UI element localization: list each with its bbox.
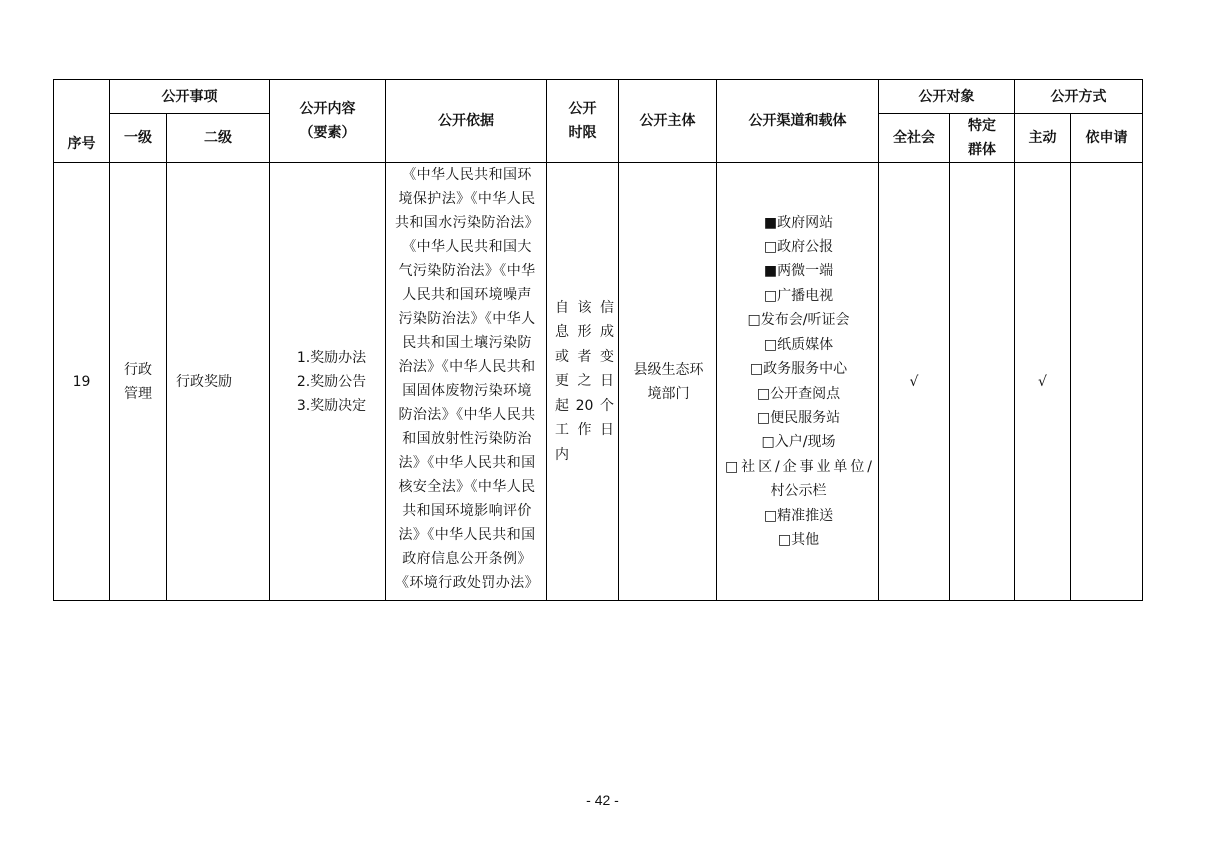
subject-line1: 县级生态环 xyxy=(633,361,704,378)
row-method-active: √ xyxy=(1015,163,1071,601)
disclosure-table xyxy=(53,79,1143,601)
basis-line: 人民共和国环境噪声 xyxy=(402,287,532,303)
time-limit-line: 息形成 xyxy=(555,324,614,341)
row-basis xyxy=(386,163,547,601)
basis-line: 防治法》《中华人民共 xyxy=(398,407,536,423)
channel-item: □精准推送 xyxy=(763,507,834,524)
subject-line2: 境部门 xyxy=(647,385,690,402)
time-limit-line: 更之日 xyxy=(555,373,614,390)
basis-line: 民共和国土壤污染防 xyxy=(402,335,532,351)
time-limit-line: 内 xyxy=(555,446,569,463)
header-subject: 公开主体 xyxy=(619,80,717,163)
channel-item: □便民服务站 xyxy=(756,409,841,426)
channel-item: □其他 xyxy=(777,531,820,548)
channel-item: □社区/企事业单位/ xyxy=(725,458,872,475)
row-level2: 行政奖励 xyxy=(167,163,270,601)
header-level2: 二级 xyxy=(167,114,270,163)
row-method-request xyxy=(1071,163,1143,601)
basis-line: 《中华人民共和国环 xyxy=(402,167,532,183)
header-content xyxy=(270,80,386,163)
basis-line: 和国放射性污染防治 xyxy=(402,431,532,447)
header-seq: 序号 xyxy=(54,80,110,163)
header-method-active: 主动 xyxy=(1015,114,1071,163)
header-audience: 公开对象 xyxy=(879,80,1015,114)
channel-item: □政务服务中心 xyxy=(749,361,848,378)
header-content-line1: 公开内容 xyxy=(299,101,356,117)
basis-line: 污染防治法》《中华人 xyxy=(398,311,536,327)
basis-line: 气污染防治法》《中华 xyxy=(398,263,536,279)
basis-line: 法》《中华人民共和国 xyxy=(398,455,536,471)
row-time-limit xyxy=(547,163,619,601)
row-audience-all: √ xyxy=(879,163,950,601)
basis-line: 国固体废物污染环境 xyxy=(402,383,532,399)
basis-line: 境保护法》《中华人民 xyxy=(398,191,536,207)
row-channels xyxy=(717,163,879,601)
basis-line: 政府信息公开条例》 xyxy=(402,551,532,567)
basis-line: 共和国水污染防治法》 xyxy=(395,215,539,231)
basis-line: 法》《中华人民共和国 xyxy=(398,527,536,543)
content-item: 2.奖励公告 xyxy=(296,373,367,390)
time-limit-line: 起20个 xyxy=(555,397,614,414)
row-level1-line1: 行政 xyxy=(124,361,152,378)
table-row xyxy=(54,163,1143,601)
basis-line: 治法》《中华人民共和 xyxy=(398,359,536,375)
time-limit-line: 自该信 xyxy=(555,299,614,316)
channel-item: □公开查阅点 xyxy=(756,385,841,402)
channel-item: □纸质媒体 xyxy=(763,336,834,353)
header-channels: 公开渠道和载体 xyxy=(717,80,879,163)
time-limit-line: 或者变 xyxy=(555,348,614,365)
content-item: 3.奖励决定 xyxy=(296,397,367,414)
header-method: 公开方式 xyxy=(1015,80,1143,114)
row-subject xyxy=(619,163,717,601)
basis-line: 《环境行政处罚办法》 xyxy=(395,575,539,591)
header-audience-group xyxy=(950,114,1015,163)
row-level1-line2: 管理 xyxy=(124,385,152,402)
header-content-line2: （要素） xyxy=(299,125,356,141)
time-limit-line: 工作日 xyxy=(555,422,614,439)
header-method-request: 依申请 xyxy=(1071,114,1143,163)
channel-item: ■政府网站 xyxy=(763,214,834,231)
row-content xyxy=(270,163,386,601)
header-basis: 公开依据 xyxy=(386,80,547,163)
channel-item: 村公示栏 xyxy=(770,483,827,500)
header-level1: 一级 xyxy=(110,114,167,163)
header-audience-group-line1: 特定 xyxy=(968,118,996,134)
page-number: - 42 - xyxy=(586,792,619,808)
channel-item: □入户/现场 xyxy=(761,434,836,451)
header-audience-group-line2: 群体 xyxy=(968,142,996,158)
row-level1 xyxy=(110,163,167,601)
row-seq: 19 xyxy=(54,163,110,601)
row-audience-group xyxy=(950,163,1015,601)
content-item: 1.奖励办法 xyxy=(296,349,367,366)
channel-item: □政府公报 xyxy=(763,239,834,256)
channel-item: □广播电视 xyxy=(763,287,834,304)
header-row-1 xyxy=(54,80,1143,114)
header-item: 公开事项 xyxy=(110,80,270,114)
header-audience-all: 全社会 xyxy=(879,114,950,163)
basis-line: 《中华人民共和国大 xyxy=(402,239,532,255)
channel-item: □发布会/听证会 xyxy=(747,312,850,329)
header-time-line1: 公开 xyxy=(568,101,597,117)
header-time xyxy=(547,80,619,163)
header-time-line2: 时限 xyxy=(568,125,597,141)
channel-item: ■两微一端 xyxy=(763,263,834,280)
basis-line: 核安全法》《中华人民 xyxy=(398,479,536,495)
basis-line: 共和国环境影响评价 xyxy=(402,503,532,519)
